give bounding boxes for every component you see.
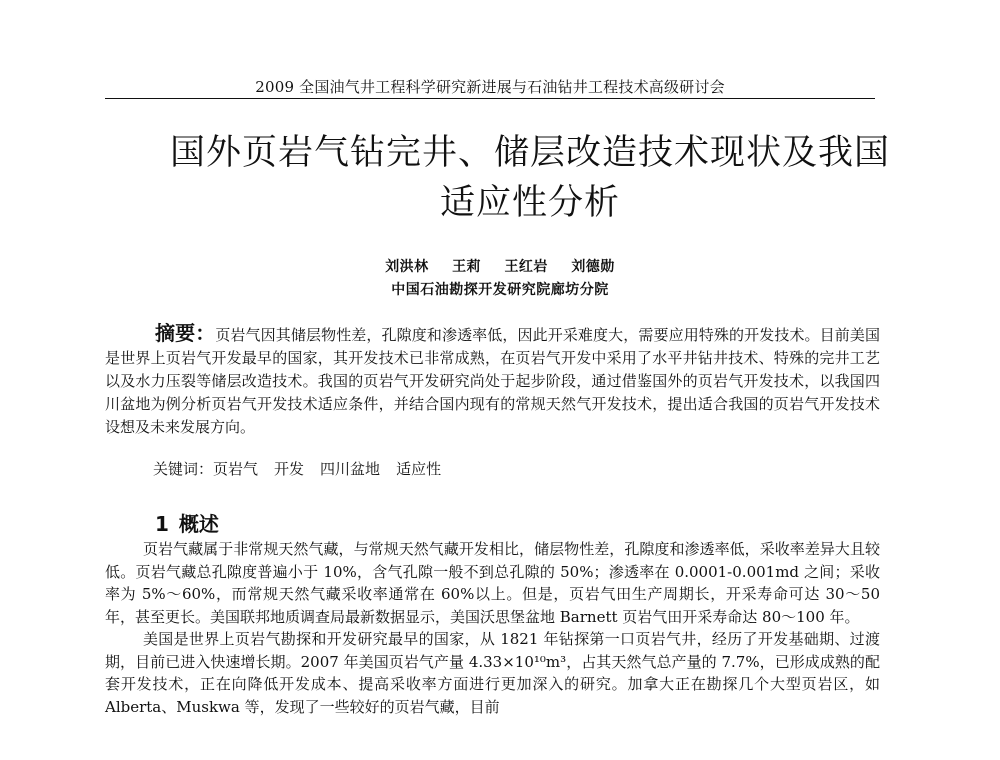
author-list xyxy=(0,256,1000,276)
abstract-label: 摘要： xyxy=(155,321,216,345)
section-body xyxy=(105,538,880,718)
author: 王红岩 xyxy=(504,259,548,275)
section-number: 1 xyxy=(155,512,169,536)
section-heading xyxy=(155,508,229,537)
keyword: 开发 xyxy=(274,460,305,478)
paragraph: 页岩气藏属于非常规天然气藏，与常规天然气藏开发相比，储层物性差，孔隙度和渗透率低，采收率差异大且较低。页岩气藏总孔隙度普遍小于 10%，含气孔隙一般不到总孔隙的 50%；渗透率在 0.0001-0.001md 之间；采收率为 5%～60%，而常规天然气藏采收率通常在 60%以上。但是，页岩气田生产周期长，开采寿命可达 30～50 年，甚至更长。美国联邦地质调查局最新数据显示，美国沃思堡盆地 Barnett 页岩气田开采寿命达 80～100 年。 xyxy=(105,540,880,626)
keyword: 四川盆地 xyxy=(320,460,381,478)
abstract-text: 页岩气因其储层物性差，孔隙度和渗透率低，因此开采难度大，需要应用特殊的开发技术。目前美国是世界上页岩气开发最早的国家，其开发技术已非常成熟，在页岩气开发中采用了水平井钻井技术、特殊的完井工艺以及水力压裂等储层改造技术。我国的页岩气开发研究尚处于起步阶段，通过借鉴国外的页岩气开发技术，以我国四川盆地为例分析页岩气开发技术适应条件，并结合国内现有的常规天然气开发技术，提出适合我国的页岩气开发技术设想及未来发展方向。 xyxy=(105,326,880,436)
author: 王莉 xyxy=(452,259,482,275)
keywords xyxy=(153,458,873,480)
author: 刘德勋 xyxy=(571,259,615,275)
paper-title: 国外页岩气钻完井、储层改造技术现状及我国适应性分析 xyxy=(170,133,891,223)
running-header: 2009 全国油气井工程科学研究新进展与石油钻井工程技术高级研讨会 xyxy=(255,78,725,96)
keyword: 适应性 xyxy=(396,460,442,478)
paragraph: 美国是世界上页岩气勘探和开发研究最早的国家，从 1821 年钻探第一口页岩气井，经历了开发基础期、过渡期，目前已进入快速增长期。2007 年美国页岩气产量 4.33×10¹⁰m³，占其天然气总产量的 7.7%，已形成成熟的配套开发技术，正在向降低开发成本、提高采收率方面进行更加深入的研究。加拿大正在勘探几个大型页岩区，如 Alberta、Muskwa 等，发现了一些较好的页岩气藏，目前 xyxy=(105,630,880,716)
keyword: 页岩气 xyxy=(213,460,259,478)
author: 刘洪林 xyxy=(385,259,429,275)
abstract xyxy=(105,322,880,439)
section-title: 概述 xyxy=(178,512,219,536)
header-rule xyxy=(105,98,875,99)
affiliation: 中国石油勘探开发研究院廊坊分院 xyxy=(391,282,609,298)
keywords-label: 关键词： xyxy=(153,460,214,478)
